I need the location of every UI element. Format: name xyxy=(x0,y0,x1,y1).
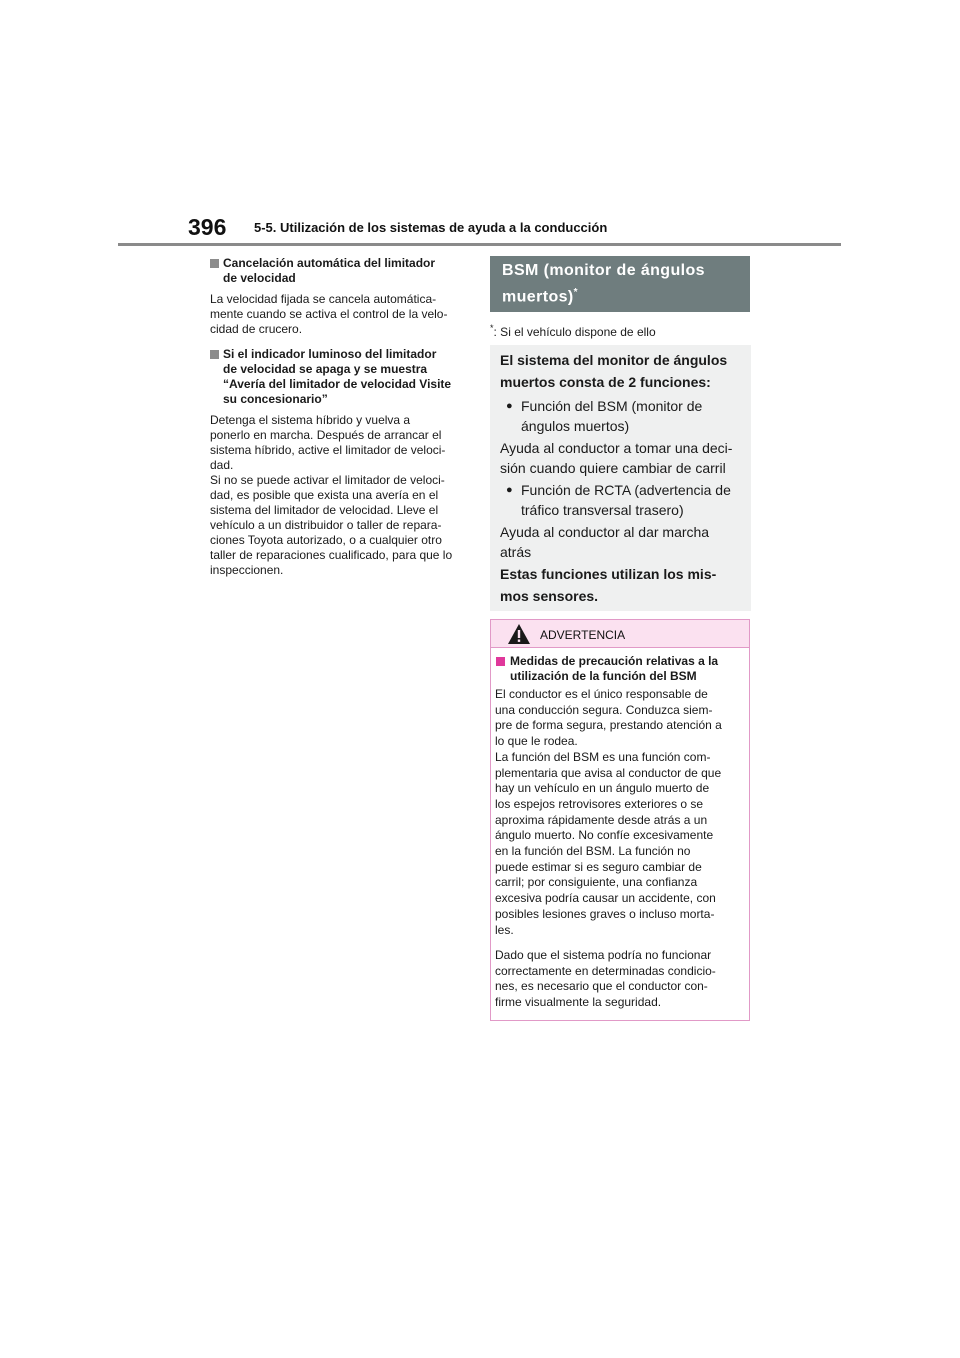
intro-line: muertos consta de 2 funciones: xyxy=(500,374,711,390)
chapter-title: 5-5. Utilización de los sistemas de ayuda a la conducción xyxy=(254,220,608,235)
square-bullet-icon xyxy=(210,350,219,359)
section-body: La velocidad fijada se cancela automática- mente cuando se activa el control de la velo- cidad de crucero. xyxy=(210,292,448,336)
intro-conclusion: Estas funciones utilizan los mis- xyxy=(500,566,717,582)
footnote xyxy=(490,323,656,339)
warning-paragraph: Dado que el sistema podría no funcionar correctamente en determinadas condicio- nes, es necesario que el conductor con- firme visualmente la seguridad. xyxy=(495,948,716,1010)
section-body: Detenga el sistema híbrido y vuelva a ponerlo en marcha. Después de arrancar el sistema híbrido, active el limitador de veloci- dad. Si no se puede activar el limitador de veloci- dad, es posible que exista una avería en el sistema del limitador de velocidad. Lleve el vehículo a un distribuidor o taller de repara- ciones Toyota autorizado, o a cualquier otro taller de reparaciones cualificado, para que lo inspeccionen. xyxy=(210,413,453,577)
square-bullet-icon xyxy=(496,657,505,666)
section-auto-cancel xyxy=(210,256,468,337)
function-bsm-description: Ayuda al conductor a tomar una deci- xyxy=(500,440,733,456)
page-number: 396 xyxy=(188,214,227,240)
warning-paragraph: El conductor es el único responsable de una conducción segura. Conduzca siem- pre de forma segura, prestando atención a lo que le rodea. La función del BSM es una función com- plementaria que avisa al conductor de que hay un vehículo en un ángulo muerto de los espejos retrovisores exteriores o se aproxima rápidamente desde atrás a un ángulo muerto. No confíe excesivamente en la función del BSM. La función no puede estimar si es seguro cambiar de carril; por consiguiente, una confianza excesiva podría causar un accidente, con posibles lesiones graves o incluso morta- les. xyxy=(495,687,722,937)
section-heading xyxy=(210,347,468,407)
section-heading xyxy=(210,256,468,286)
function-rcta-label: Función de RCTA (advertencia de xyxy=(521,482,731,498)
section-heading-text: Cancelación automática del limitador de velocidad xyxy=(223,256,436,285)
intro-line: El sistema del monitor de ángulos xyxy=(500,352,728,368)
function-rcta-label: tráfico transversal trasero) xyxy=(521,502,684,518)
banner-title-line2 xyxy=(502,287,578,306)
left-column xyxy=(210,256,468,588)
square-bullet-icon xyxy=(210,259,219,268)
banner-title-line1: BSM (monitor de ángulos xyxy=(502,262,705,279)
footnote-mark: * xyxy=(490,323,494,333)
function-bsm-label: Función del BSM (monitor de xyxy=(521,398,703,414)
round-bullet-icon: ● xyxy=(506,484,513,496)
warning-triangle-icon xyxy=(507,623,531,645)
function-rcta-description: atrás xyxy=(500,544,532,560)
bsm-section-banner xyxy=(490,256,750,312)
warning-title: ADVERTENCIA xyxy=(540,628,626,642)
intro-box xyxy=(490,345,751,611)
round-bullet-icon: ● xyxy=(506,400,513,412)
function-rcta-description: Ayuda al conductor al dar marcha xyxy=(500,524,710,540)
section-indicator-off xyxy=(210,347,468,578)
warning-header xyxy=(491,620,749,648)
banner-asterisk: * xyxy=(573,287,578,298)
footnote-text: : Si el vehículo dispone de ello xyxy=(493,325,656,339)
warning-subheading: Medidas de precaución relativas a la utilización de la función del BSM xyxy=(510,654,719,683)
banner-title-text: muertos) xyxy=(502,288,574,306)
function-bsm-description: sión cuando quiere cambiar de carril xyxy=(500,460,726,476)
header-divider xyxy=(118,243,841,246)
warning-box xyxy=(490,619,750,1021)
function-bsm-label: ángulos muertos) xyxy=(521,418,630,434)
intro-conclusion: mos sensores. xyxy=(500,588,599,604)
section-heading-text: Si el indicador luminoso del limitador de velocidad se apaga y se muestra “Avería del limitador de velocidad Visite su concesionario” xyxy=(223,347,452,406)
